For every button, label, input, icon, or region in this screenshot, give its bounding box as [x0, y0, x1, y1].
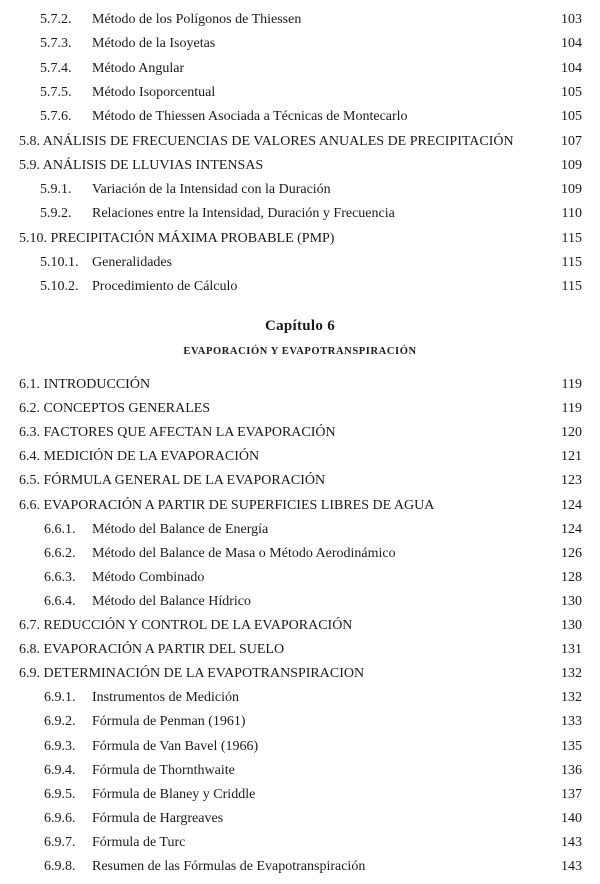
toc-entry-page: 143 [561, 834, 582, 850]
toc-entry [44, 857, 582, 877]
toc-entry-title: 6.6. EVAPORACIÓN A PARTIR DE SUPERFICIES LIBRES DE AGUA [19, 497, 435, 513]
toc-entry-title: 6.4. MEDICIÓN DE LA EVAPORACIÓN [19, 449, 260, 465]
toc-entry-title: 5.10. PRECIPITACIÓN MÁXIMA PROBABLE (PMP) [19, 230, 335, 246]
toc-entry-page: 132 [561, 690, 582, 706]
toc-entry-page: 143 [561, 859, 582, 874]
toc-entry-number: 6.9.3. [44, 738, 76, 754]
toc-entry-number: 6.6.3. [44, 569, 76, 585]
toc-entry-page: 115 [561, 255, 582, 270]
toc-entry [40, 34, 582, 54]
toc-entry-title: 5.8. ANÁLISIS DE FRECUENCIAS DE VALORES ANUALES DE PRECIPITACIÓN [19, 133, 514, 149]
toc-entry-title: 6.9. DETERMINACIÓN DE LA EVAPOTRANSPIRACION [19, 666, 365, 682]
toc-entry-title: Fórmula de Penman (1961) [92, 714, 246, 730]
toc-entry-title: Fórmula de Blaney y Criddle [92, 786, 256, 802]
toc-entry-number: 6.9.8. [44, 859, 76, 874]
toc-entry [40, 83, 582, 103]
toc-entry [44, 761, 582, 781]
toc-entry-number: 6.9.1. [44, 690, 76, 706]
toc-entry-page: 119 [561, 377, 582, 392]
toc-entry-number: 6.9.4. [44, 762, 76, 778]
toc-entry [19, 375, 582, 395]
toc-entry-title: Método Angular [92, 60, 185, 76]
toc-entry-page: 136 [561, 762, 582, 778]
toc-entry-title: 6.3. FACTORES QUE AFECTAN LA EVAPORACIÓN [19, 425, 336, 441]
toc-entry-title: Método de Thiessen Asociada a Técnicas de Montecarlo [92, 109, 408, 125]
toc-entry-page: 104 [561, 36, 582, 52]
toc-entry [44, 688, 582, 708]
toc-entry-page: 124 [561, 521, 582, 537]
toc-entry-number: 6.6.2. [44, 545, 76, 561]
toc-entry-page: 135 [561, 738, 582, 754]
toc-entry-page: 109 [561, 182, 582, 198]
toc-entry-title: Método del Balance de Energía [92, 521, 269, 537]
toc-entry [19, 640, 582, 660]
toc-entry [44, 592, 582, 612]
toc-entry-page: 137 [561, 786, 582, 802]
chapter-heading: Capítulo 6 [264, 318, 336, 334]
toc-entry [19, 229, 582, 249]
toc-entry-title: Fórmula de Hargreaves [92, 810, 224, 826]
toc-entry-page: 104 [561, 60, 582, 76]
toc-entry-title: Fórmula de Thornthwaite [92, 762, 235, 778]
toc-entry-number: 5.10.2. [40, 279, 79, 295]
toc-entry-title: 5.9. ANÁLISIS DE LLUVIAS INTENSAS [19, 157, 264, 173]
toc-entry-number: 5.7.3. [40, 36, 72, 52]
toc-entry-page: 105 [561, 84, 582, 100]
toc-entry [19, 399, 582, 419]
toc-entry-title: Generalidades [92, 255, 173, 270]
toc-entry [44, 712, 582, 732]
toc-entry-title: 6.7. REDUCCIÓN Y CONTROL DE LA EVAPORACIÓN [19, 618, 353, 633]
toc-entry [40, 204, 582, 224]
toc-entry-title: 6.5. FÓRMULA GENERAL DE LA EVAPORACIÓN [19, 473, 326, 489]
toc-entry-title: Método del Balance Hídrico [92, 593, 252, 609]
toc-entry-page: 132 [561, 666, 582, 682]
toc-entry-number: 6.9.7. [44, 834, 76, 850]
toc-entry [40, 180, 582, 200]
toc-entry-page: 131 [561, 642, 582, 658]
toc-entry-number: 6.9.2. [44, 714, 76, 730]
toc-entry-number: 5.7.4. [40, 60, 72, 76]
toc-entry [19, 423, 582, 443]
toc-entry-number: 5.10.1. [40, 255, 79, 270]
toc-entry [44, 809, 582, 829]
toc-entry-title: Relaciones entre la Intensidad, Duración y Frecuencia [92, 206, 395, 222]
toc-entry [19, 664, 582, 684]
toc-entry-title: 6.1. INTRODUCCIÓN [19, 377, 151, 392]
toc-entry-number: 5.9.2. [40, 206, 72, 222]
toc-entry-title: Resumen de las Fórmulas de Evapotranspiración [92, 859, 366, 874]
toc-entry-page: 105 [561, 109, 582, 125]
toc-entry-page: 109 [561, 157, 582, 173]
toc-entry-page: 140 [561, 810, 582, 826]
toc-entry-number: 6.6.1. [44, 521, 76, 537]
toc-entry-number: 5.7.5. [40, 84, 72, 100]
toc-entry [44, 520, 582, 540]
toc-entry [19, 616, 582, 636]
toc-entry-title: Método del Balance de Masa o Método Aerodinámico [92, 545, 396, 561]
toc-entry-title: Instrumentos de Medición [92, 690, 239, 706]
toc-entry-number: 6.6.4. [44, 593, 76, 609]
toc-entry-title: 6.8. EVAPORACIÓN A PARTIR DEL SUELO [19, 642, 285, 658]
toc-entry [44, 785, 582, 805]
toc-entry-page: 124 [561, 497, 582, 513]
toc-entry-page: 115 [561, 279, 582, 295]
toc-entry [40, 253, 582, 273]
toc-entry [40, 107, 582, 127]
toc-entry-number: 6.9.5. [44, 786, 76, 802]
chapter-subtitle: EVAPORACIÓN Y EVAPOTRANSPIRACIÓN [183, 346, 417, 357]
toc-entry-page: 110 [561, 206, 582, 222]
toc-entry-page: 130 [561, 593, 582, 609]
toc-entry-title: 6.2. CONCEPTOS GENERALES [19, 401, 211, 417]
toc-entry [19, 156, 582, 176]
toc-entry-title: Método Isoporcentual [92, 84, 216, 100]
toc-entry-page: 128 [561, 569, 582, 585]
toc-entry [19, 132, 582, 152]
toc-entry-page: 121 [561, 449, 582, 465]
toc-entry-page: 120 [561, 425, 582, 441]
toc-entry [40, 277, 582, 297]
toc-entry-page: 115 [561, 230, 582, 246]
toc-entry [44, 544, 582, 564]
toc-entry-page: 123 [561, 473, 582, 489]
toc-entry-number: 5.9.1. [40, 182, 72, 198]
toc-entry [19, 496, 582, 516]
toc-entry [44, 833, 582, 853]
toc-entry-page: 126 [561, 545, 582, 561]
toc-entry [40, 10, 582, 30]
toc-entry-page: 107 [561, 133, 582, 149]
toc-entry-title: Variación de la Intensidad con la Duración [92, 182, 331, 198]
toc-entry-title: Método de la Isoyetas [92, 36, 216, 52]
toc-entry-title: Método de los Polígonos de Thiessen [92, 12, 302, 27]
toc-entry-title: Fórmula de Turc [92, 834, 186, 850]
toc-entry-page: 119 [561, 401, 582, 417]
toc-entry [40, 59, 582, 79]
toc-entry-title: Método Combinado [92, 569, 205, 585]
toc-entry [44, 737, 582, 757]
toc-entry [19, 471, 582, 491]
toc-entry-page: 130 [561, 618, 582, 633]
toc-entry [19, 447, 582, 467]
toc-entry-title: Procedimiento de Cálculo [92, 279, 238, 295]
toc-entry-number: 5.7.6. [40, 109, 72, 125]
toc-entry-page: 103 [561, 12, 582, 27]
toc-entry-page: 133 [561, 714, 582, 730]
toc-entry-number: 5.7.2. [40, 12, 72, 27]
toc-entry [44, 568, 582, 588]
toc-entry-number: 6.9.6. [44, 810, 76, 826]
toc-entry-title: Fórmula de Van Bavel (1966) [92, 738, 259, 754]
